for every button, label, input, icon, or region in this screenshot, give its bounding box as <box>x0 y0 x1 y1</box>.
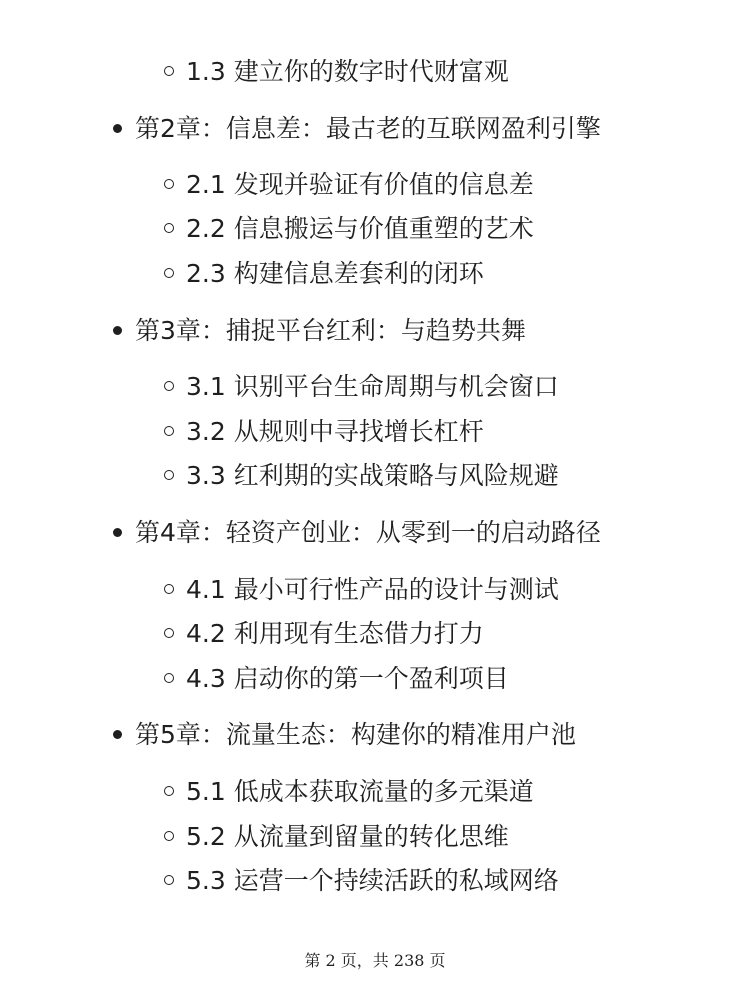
toc-section-item <box>164 463 559 488</box>
toc-chapter-text: 第3章：捕捉平台红利：与趋势共舞 <box>135 316 526 345</box>
hollow-bullet-icon <box>164 426 174 436</box>
toc-section-text: 4.2 利用现有生态借力打力 <box>186 619 484 648</box>
toc-chapter-text: 第5章：流量生态：构建你的精准用户池 <box>135 720 576 749</box>
toc-chapter-item <box>113 520 601 545</box>
filled-bullet-icon <box>113 730 122 739</box>
toc-section-text: 2.3 构建信息差套利的闭环 <box>186 259 484 288</box>
toc-section-item <box>164 779 534 804</box>
filled-bullet-icon <box>113 528 122 537</box>
filled-bullet-icon <box>113 124 122 133</box>
toc-section-text: 4.1 最小可行性产品的设计与测试 <box>186 575 559 604</box>
toc-section-text: 5.2 从流量到留量的转化思维 <box>186 822 509 851</box>
toc-section-item <box>164 666 509 691</box>
hollow-bullet-icon <box>164 223 174 233</box>
page-footer <box>0 953 750 969</box>
toc-section-item <box>164 824 509 849</box>
toc-section-text: 5.3 运营一个持续活跃的私域网络 <box>186 866 559 895</box>
toc-section-item <box>164 216 534 241</box>
hollow-bullet-icon <box>164 831 174 841</box>
hollow-bullet-icon <box>164 268 174 278</box>
toc-section-item <box>164 172 534 197</box>
toc-section-item <box>164 374 559 399</box>
toc-section-item <box>164 868 559 893</box>
hollow-bullet-icon <box>164 628 174 638</box>
toc-chapter-item <box>113 116 601 141</box>
toc-section-text: 5.1 低成本获取流量的多元渠道 <box>186 777 534 806</box>
toc-section-text: 2.1 发现并验证有价值的信息差 <box>186 170 534 199</box>
hollow-bullet-icon <box>164 584 174 594</box>
hollow-bullet-icon <box>164 875 174 885</box>
toc-chapter-item <box>113 722 576 747</box>
filled-bullet-icon <box>113 326 122 335</box>
toc-section-text: 3.3 红利期的实战策略与风险规避 <box>186 461 559 490</box>
hollow-bullet-icon <box>164 673 174 683</box>
hollow-bullet-icon <box>164 786 174 796</box>
toc-section-text: 3.1 识别平台生命周期与机会窗口 <box>186 372 559 401</box>
toc-chapter-text: 第4章：轻资产创业：从零到一的启动路径 <box>135 518 601 547</box>
hollow-bullet-icon <box>164 381 174 391</box>
toc-chapter-text: 第2章：信息差：最古老的互联网盈利引擎 <box>135 114 601 143</box>
page-indicator: 第 2 页，共 238 页 <box>304 951 446 970</box>
toc-section-item <box>164 621 484 646</box>
hollow-bullet-icon <box>164 470 174 480</box>
toc-section-item <box>164 577 559 602</box>
toc-chapter-item <box>113 318 526 343</box>
toc-section-item <box>164 419 484 444</box>
toc-section-item <box>164 59 509 84</box>
hollow-bullet-icon <box>164 66 174 76</box>
toc-section-text: 3.2 从规则中寻找增长杠杆 <box>186 417 484 446</box>
hollow-bullet-icon <box>164 179 174 189</box>
toc-section-text: 2.2 信息搬运与价值重塑的艺术 <box>186 214 534 243</box>
toc-section-text: 1.3 建立你的数字时代财富观 <box>186 57 509 86</box>
toc-section-item <box>164 261 484 286</box>
toc-section-text: 4.3 启动你的第一个盈利项目 <box>186 664 509 693</box>
